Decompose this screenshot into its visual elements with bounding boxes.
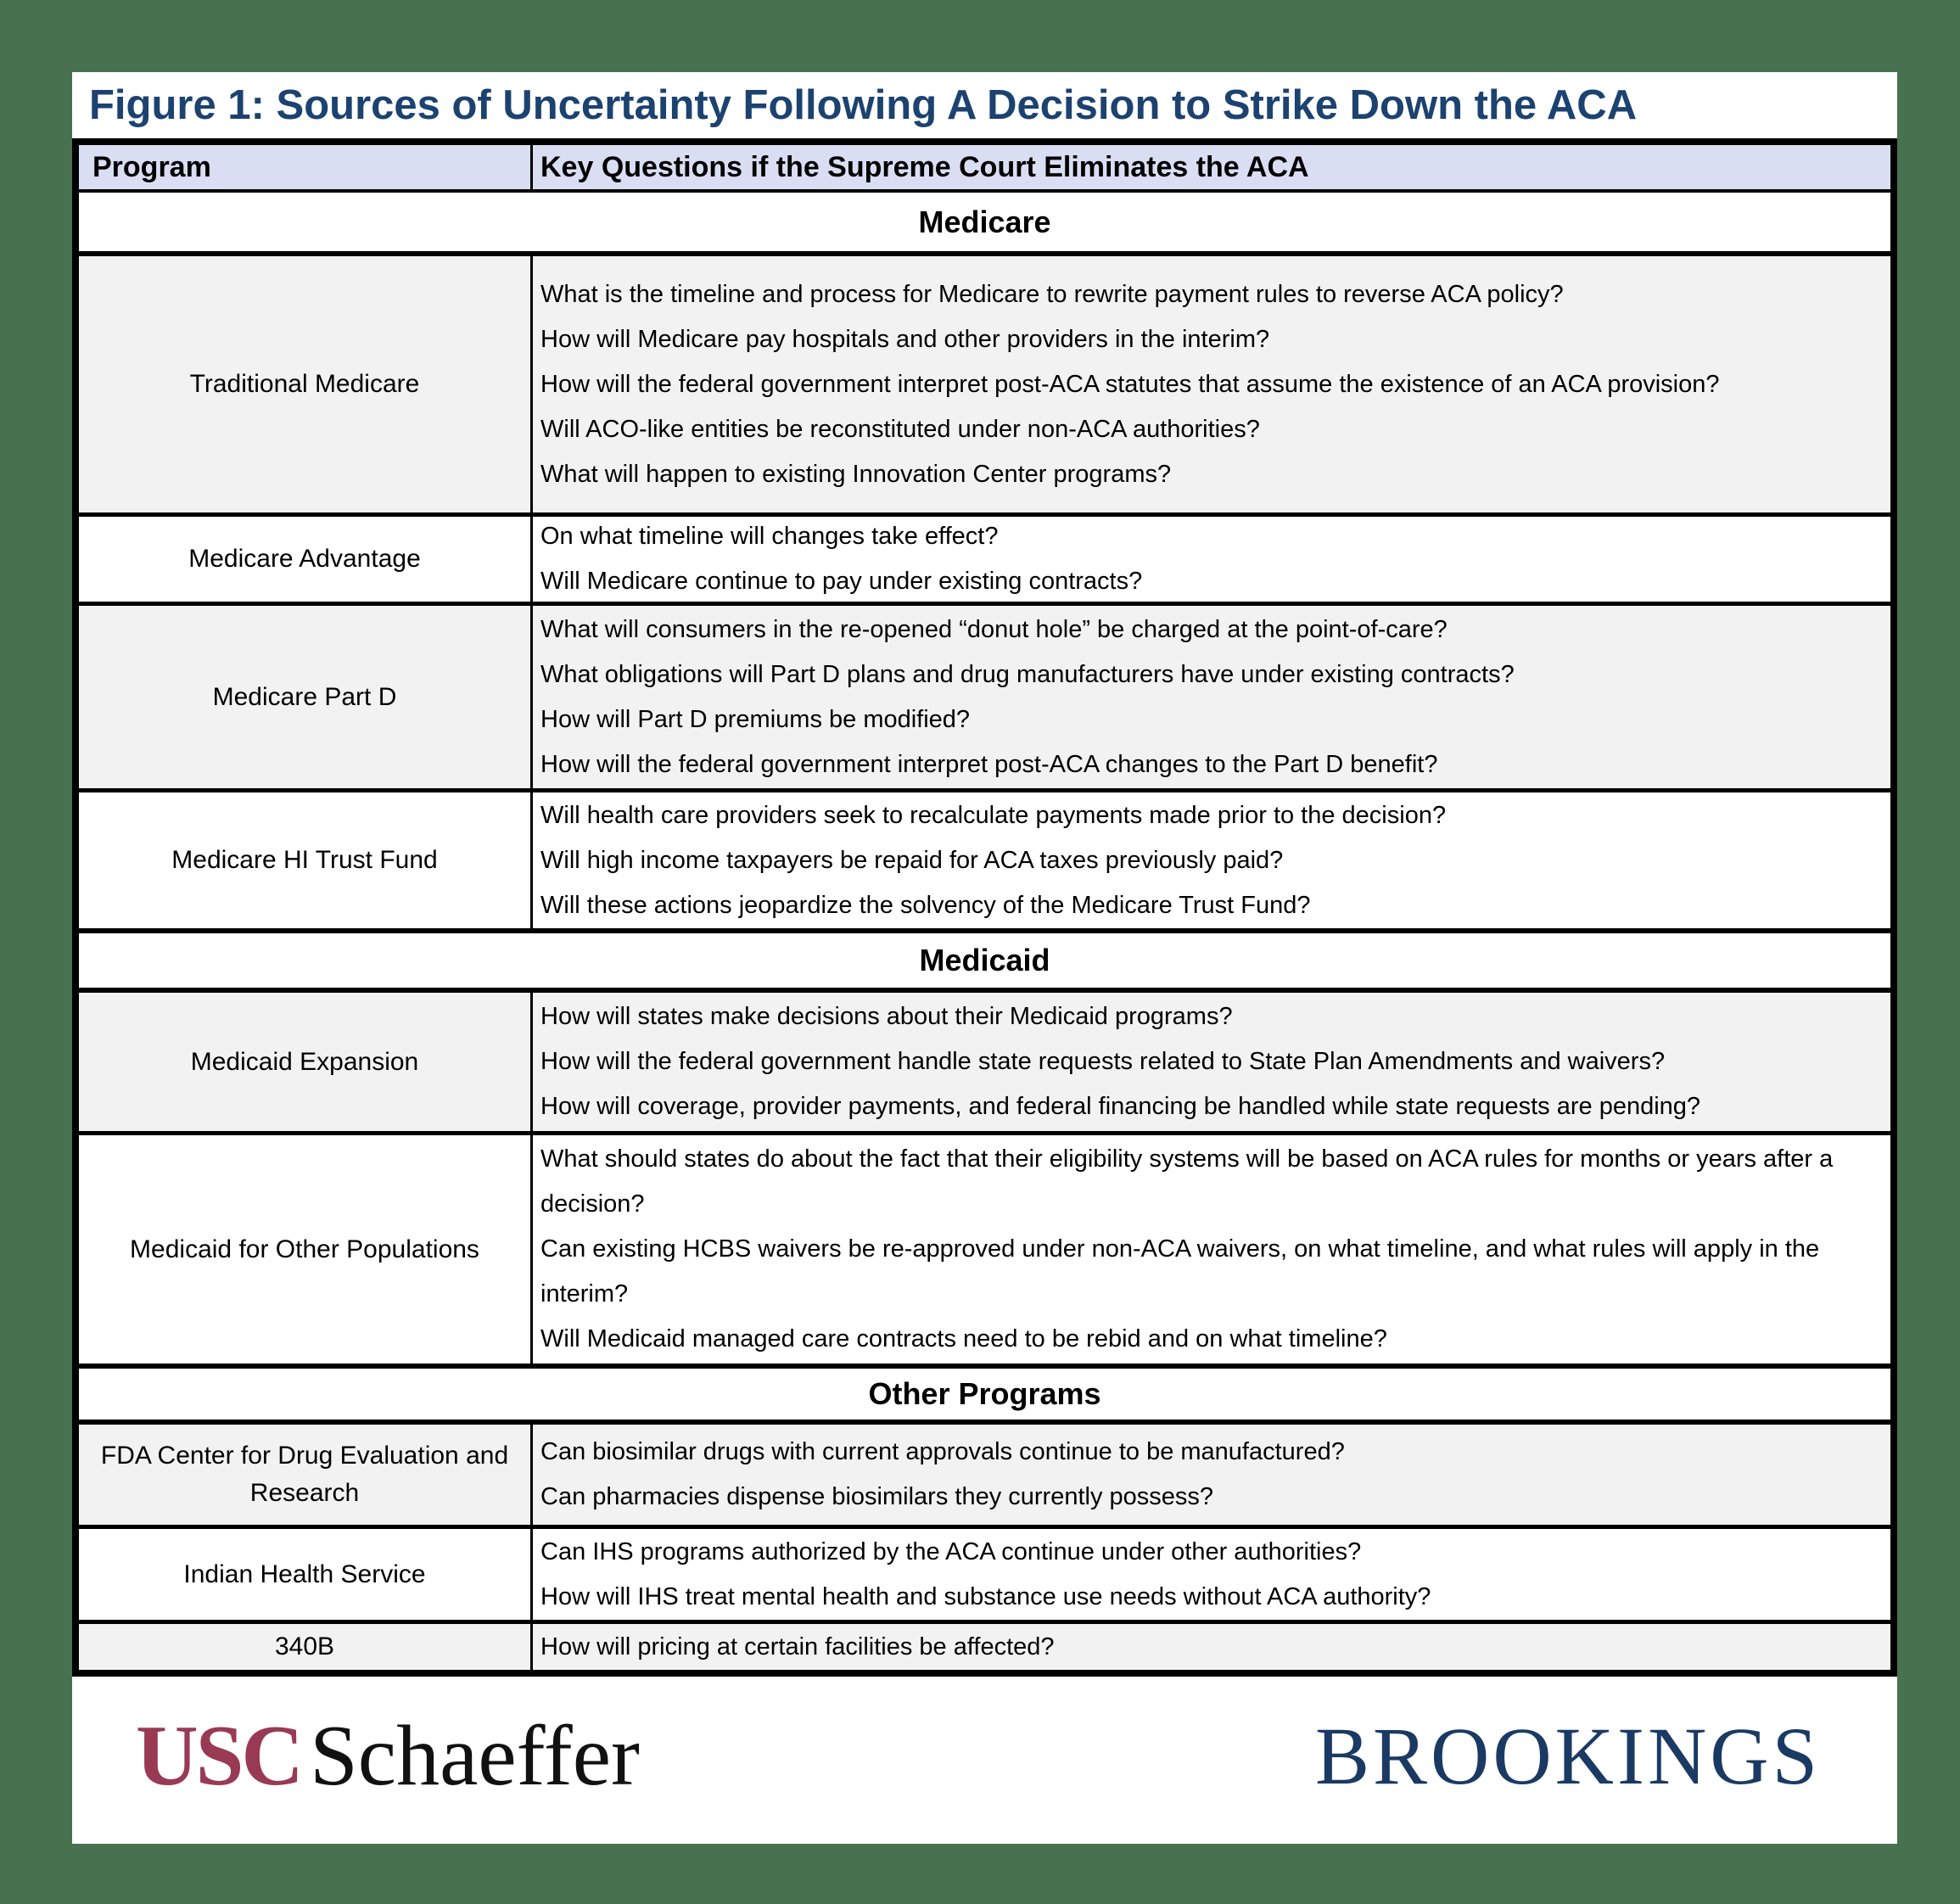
question: How will pricing at certain facilities be affected? (540, 1632, 1055, 1660)
questions-cell (533, 606, 1890, 788)
table-row (79, 1420, 1890, 1525)
question: Can pharmacies dispense biosimilars they currently possess? (540, 1483, 1214, 1510)
question: What will happen to existing Innovation Center programs? (540, 460, 1172, 488)
program-name: Medicaid for Other Populations (79, 1135, 533, 1364)
schaeffer-wordmark: Schaeffer (310, 1708, 640, 1804)
question: On what timeline will changes take effect? (540, 523, 999, 550)
questions-cell (533, 1425, 1890, 1525)
footer-logos (72, 1677, 1897, 1844)
program-name: 340B (79, 1624, 533, 1670)
question: How will the federal government handle state requests related to State Plan Amendments and waivers? (540, 1048, 1666, 1075)
table-row (79, 788, 1890, 928)
table-row (79, 1620, 1890, 1670)
table-row (79, 1525, 1890, 1620)
question: Will ACO-like entities be reconstituted under non-ACA authorities? (540, 415, 1260, 443)
brookings-logo: BROOKINGS (1314, 1711, 1821, 1801)
program-name: Medicare HI Trust Fund (79, 792, 533, 928)
section-header-medicaid: Medicaid (79, 928, 1890, 988)
questions-cell (533, 517, 1890, 602)
question: Will these actions jeopardize the solvency of the Medicare Trust Fund? (540, 891, 1311, 919)
program-name: Medicare Advantage (79, 517, 533, 602)
question: What is the timeline and process for Medicare to rewrite payment rules to reverse ACA policy? (540, 280, 1564, 308)
question: Will Medicare continue to pay under existing contracts? (540, 568, 1143, 595)
program-name: Indian Health Service (79, 1529, 533, 1620)
program-name: FDA Center for Drug Evaluation and Research (79, 1425, 533, 1525)
section-header-other-programs: Other Programs (79, 1364, 1890, 1420)
question: Will Medicaid managed care contracts need to be rebid and on what timeline? (540, 1325, 1387, 1352)
table-row (79, 1131, 1890, 1364)
questions-cell (533, 1529, 1890, 1620)
section-header-medicare: Medicare (79, 189, 1890, 251)
question: How will states make decisions about their Medicaid programs? (540, 1003, 1233, 1030)
question: Will high income taxpayers be repaid for ACA taxes previously paid? (540, 846, 1284, 874)
question: Will health care providers seek to recalculate payments made prior to the decision? (540, 801, 1447, 829)
question: What will consumers in the re-opened “donut hole” be charged at the point-of-care? (540, 615, 1448, 643)
column-header-questions: Key Questions if the Supreme Court Eliminates the ACA (533, 145, 1890, 189)
question: How will IHS treat mental health and substance use needs without ACA authority? (540, 1582, 1431, 1610)
figure-table (72, 138, 1897, 1677)
question: How will the federal government interpret post-ACA changes to the Part D benefit? (540, 750, 1438, 778)
question: Can existing HCBS waivers be re-approved under non-ACA waivers, on what timeline, and what rules will apply in the interim? (540, 1235, 1820, 1308)
table-header-row (79, 145, 1890, 189)
questions-cell (533, 993, 1890, 1131)
table-row (79, 988, 1890, 1131)
question: How will Part D premiums be modified? (540, 705, 971, 733)
usc-wordmark: USC (136, 1708, 302, 1804)
column-header-program: Program (79, 145, 533, 189)
questions-cell (533, 1135, 1890, 1364)
question: Can IHS programs authorized by the ACA continue under other authorities? (540, 1537, 1362, 1565)
questions-cell (533, 1624, 1890, 1670)
question: What obligations will Part D plans and drug manufacturers have under existing contracts? (540, 660, 1515, 688)
question: How will Medicare pay hospitals and other providers in the interim? (540, 325, 1270, 353)
figure-panel (72, 72, 1897, 1844)
program-name: Medicare Part D (79, 606, 533, 788)
table-row (79, 512, 1890, 602)
questions-cell (533, 256, 1890, 512)
question: How will coverage, provider payments, and federal financing be handled while state requests are pending? (540, 1093, 1701, 1120)
program-name: Traditional Medicare (79, 256, 533, 512)
question: How will the federal government interpret post-ACA statutes that assume the existence of an ACA provision? (540, 370, 1720, 398)
program-name: Medicaid Expansion (79, 993, 533, 1131)
usc-schaeffer-logo (136, 1706, 640, 1806)
question: What should states do about the fact that their eligibility systems will be based on ACA rules for months or years after a decision? (540, 1145, 1834, 1218)
figure-title: Figure 1: Sources of Uncertainty Following A Decision to Strike Down the ACA (89, 82, 1638, 128)
table-row (79, 602, 1890, 788)
question: Can biosimilar drugs with current approvals continue to be manufactured? (540, 1438, 1345, 1465)
table-row (79, 251, 1890, 512)
questions-cell (533, 792, 1890, 928)
